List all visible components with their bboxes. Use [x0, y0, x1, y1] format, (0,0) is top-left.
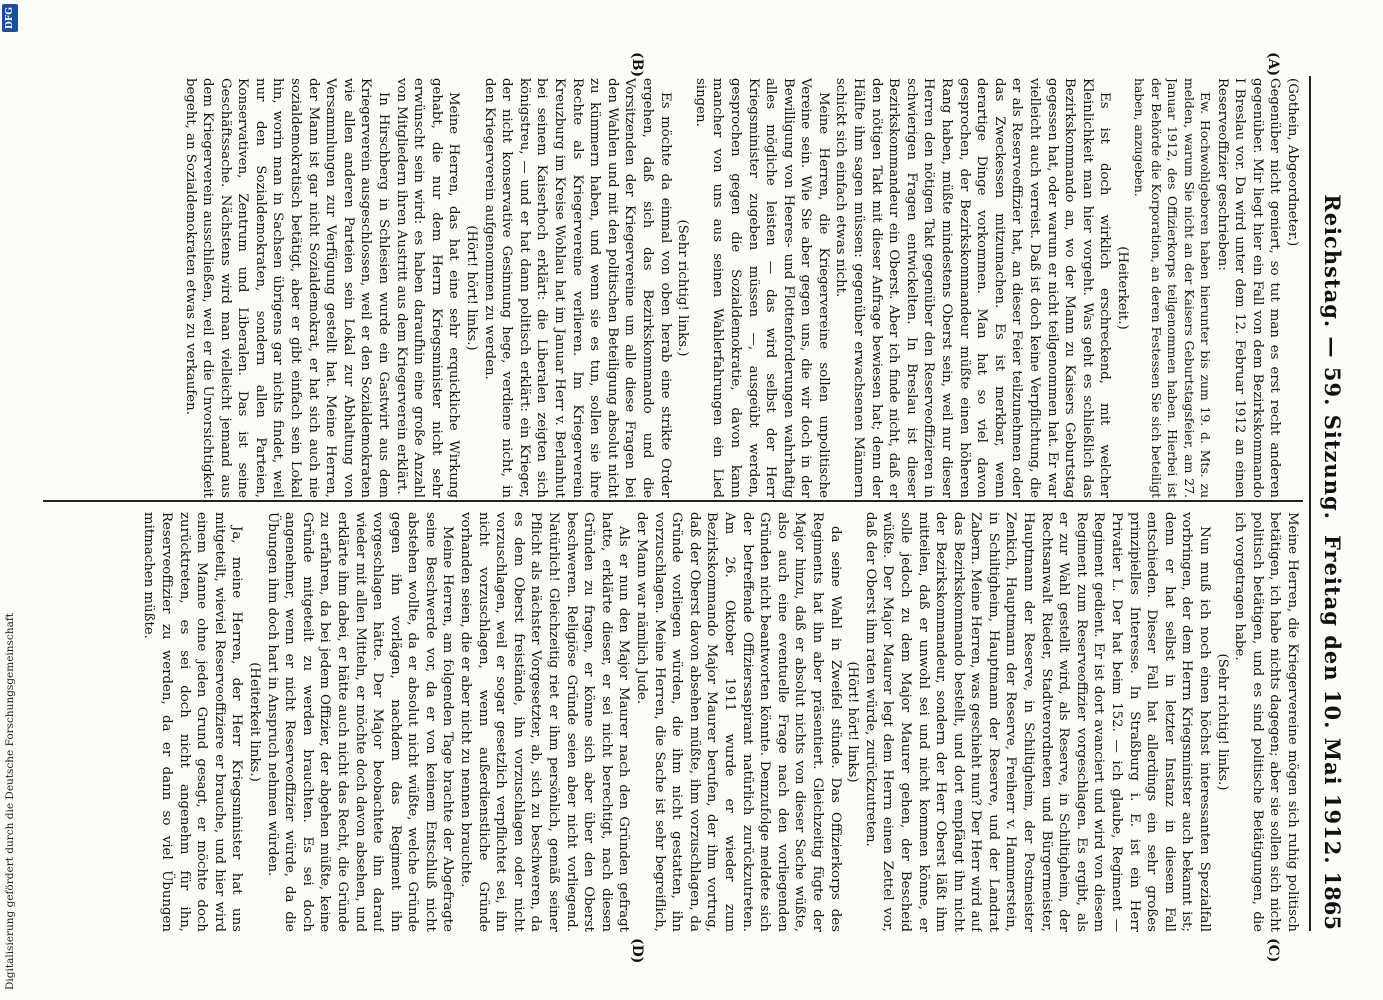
paragraph: Meine Herren, die Kriegervereine sollen unpolitische Vereine sein. Wie Sie aber gegen uns, die wir doch in der Bewilligung von Heeres- und Flottenforderungen wahrhaftig alles mögliche leisten — das wird selbst der Herr Kriegsminister zugeben müssen —, ausgeübt werden, gesprochen gegen die Sozialdemokratie, davon kann mancher von uns aus seinen Wahlerfahrungen ein Lied singen. — [692, 78, 831, 498]
running-header-left: Reichstag. — 59. Sitzung. — [1320, 194, 1345, 520]
dfg-logo: DFG — [2, 4, 18, 32]
paragraph: (Hört! hört! links.) — [464, 225, 480, 351]
paragraph: In Hirschberg in Schlesien wurde ein Gastwirt aus dem Kriegerverein ausgeschlossen, weil er den Sozialdemokraten wie allen anderen Parteien sein Lokal zur Abhaltung von Versammlungen zur Verfügung gestellt hat. Meine Herren, der Mann ist gar nicht Sozialdemokrat, er hat sich auch nie sozialdemokratisch betätigt, aber er gibt einfach sein Lokal hin, worin man in Sachsen übrigens gar nichts findet, weil nur den Sozialdemokraten, sondern allen Parteien, Konservativen, Zentrum und Liberalen. Das ist seine Geschäftssache. Nächstens wird man vielleicht jemand aus dem Kriegerverein ausschließen, weil er die Unvorsichtigkeit begeht, an Sozialdemokraten etwas zu verkaufen. — [182, 78, 392, 498]
paragraph: (Hört! hört! links) — [845, 661, 861, 783]
page-number: 1865 — [1320, 871, 1345, 930]
paragraph: Es ist doch wirklich erschreckend, mit welcher Kleinlichkeit man hier vorgeht. Was geht es schließlich das Bezirkskommando an, wo der Mann zu Kaisers Geburtstag gegessen hat, oder warum er nicht teilgenommen hat. Er war vielleicht auch verreist. Daß ist doch keine Verpflichtung, die er als Reserveoffizier hat, an dieser Feier teilzunehmen oder das Zweckessen mitzumachen. Es ist merkbar, wenn derartige Dinge vorkommen. Man hat so viel davon gesprochen, der Bezirkskommandeur müßte einen höheren Rang haben, müßte mindestens Oberst sein, weil nur dieser Herren den nötigen Takt gegenüber den Reserveoffizieren in schwierigen Fragen entwickelten. In Breslau ist dieser Bezirkskommandeur ein Oberst. Aber ich finde nicht, daß er den nötigen Takt mit dieser Anfrage bewiesen hat; denn der Hälfte ihm sagen müssen: gegenüber erwachsenen Männern schickt sich einfach etwas nicht. — [833, 78, 1113, 498]
paragraph: da seine Wahl in Zweifel stünde. Das Offizierkorps des Regiments hat ihn aber präsentiert. Gleichzeitig fügte der Major hinzu, daß er absolut nichts von dieser Sache wüßte, also auch eine eventuelle Frage nach den vorliegenden Gründen nicht beantworten könnte. Demzufolge meldete sich der betreffende Offiziersaspirant natürlich zurückzutreten. Am 26. Oktober 1911 wurde er wieder zum Bezirkskommando Major Maurer berufen, der ihm vortrug, daß der Oberst davon absehen müßte, ihm vorzuschlagen, da Gründe vorliegen würden, die ihm nicht gestatten, ihn vorzuschlagen. Meine Herren, die Sache ist sehr begreiflich, der Mann war nämlich Jude. — [634, 512, 843, 932]
paragraph: (Heiterkeit.) — [1115, 246, 1130, 330]
margin-marker-c: (C) — [1265, 938, 1281, 963]
left-column — [51, 78, 1301, 498]
right-column — [51, 512, 1301, 932]
margin-marker-a: (A) — [1265, 52, 1281, 77]
paragraph: (Sehr richtig! links.) — [675, 219, 691, 357]
paragraph: (Heiterkeit links.) — [246, 662, 262, 782]
paragraph: Gegenüber nicht geniert, so tut man es erst recht anderen gegenüber. Mir liegt hier ein Fall von dem Bezirkskommando I Breslau vor. Da wird unter dem 12. Februar 1912 an einen Reserveoffizier geschrieben: — [1214, 78, 1283, 498]
digitization-footer — [0, 0, 22, 1000]
paragraph: (Sehr richtig! links.) — [1214, 653, 1230, 791]
column-divider — [43, 500, 1303, 502]
paragraph: (Gothein, Abgeordneter.) — [1285, 78, 1300, 247]
paragraph: Meine Herren, die Kriegervereine mögen sich ruhig politisch betätigen, ich habe nichts dagegen; aber sie sollen sich nicht politisch betätigen, und es sind politische Betätigungen, die ich vorgetragen habe. — [1232, 512, 1300, 932]
paragraph: Ew. Hochwohlgeboren haben hierunter bis zum 19. d. Mts. zu melden, warum Sie nicht an der Kaisers Geburtstagsfeier, am 27. Januar 1912, des Offizierkorps teilgenommen haben. Hierbei ist der Behörde die Korporation, an deren Festessen Sie sich beteiligt haben, anzugeben. — [1132, 78, 1214, 498]
paragraph: Als er nun den Major Maurer nach den Gründen gefragt hatte, erklärte dieser, er sei nicht berechtigt, nach diesen Gründen zu fragen, er könne sich aber über den Oberst beschweren. Religiöse Gründe seien aber nicht vorliegend. Natürlich! Gleichzeitig riet er ihm persönlich, gemäß seiner Pflicht als nächster Vorgesetzter, ab, sich zu beschweren, da es dem Oberst freistände, ihn vorzuschlagen oder nicht vorzuschlagen, weil er sogar gesetzlich verpflichtet sei, ihn nicht vorzuschlagen, wenn außerdienstliche Gründe vorhanden seien, die er aber nicht zu nennen brauchte. — [458, 512, 632, 932]
paragraph: Meine Herren, am folgenden Tage brachte der Abgefragte seine Beschwerde vor, da er von keinem Entschluß nicht abstehen wollte, da er absolut nicht wüßte, welche Gründe gegen ihn vorlägen, nachdem das Regiment ihn vorgeschlagen hätte. Der Major beobachtete ihn darauf wieder mit allen Mitteln, er möchte doch davon absehen, und erklärte ihm dabei, er hätte auch nicht das Recht, die Gründe zu erfahren, da bei jedem Offizier, der abgehen müßte, keine Gründe mitgeteilt zu werden brauchten. Es sei doch angenehmer, wenn er nicht Reserveoffizier würde, da die Übungen ihm doch hart in Anspruch nehmen würden. — [264, 512, 456, 932]
margin-marker-d: (D) — [629, 938, 645, 964]
paragraph: Es möchte da einmal von oben herab eine strikte Order ergehen, daß sich das Bezirkskommando und die Vorsitzenden der Kriegervereine um alle diese Fragen bei den Wahlen und mit den politischen Beteiligung absolut nicht zu kümmern haben, und wenn sie es tun, sollen sie ihre Rechte als Kriegervereine verlieren. Im Kriegerverein Kreuzburg im Kreise Wohlau hat im Januar Herr v. Berlanhut bei seinem Kaiserhoch erklärt: die Liberalen zeigten sich königstreu, — und er hat dann politisch erklärt: ein Krieger, der nicht konservative Gesinnung hege, verdiene nicht, in den Kriegerverein aufgenommen zu werden. — [481, 78, 673, 498]
running-header-right: Freitag den 10. Mai 1912. — [1320, 535, 1345, 865]
header-rule — [1309, 76, 1311, 931]
paragraph: Meine Herren, das hat eine sehr erquickliche Wirkung gehabt, die nur dem Herrn Kriegsminister nicht sehr erwünscht sein wird: es haben daraufhin eine große Anzahl von Mitgliedern ihren Austritt aus dem Kriegerverein erklärt. — [393, 78, 462, 498]
paragraph: Ja, meine Herren, der Herr Kriegsminister hat uns mitgeteilt, wieviel Reserveoffiziere er brauche, und hier wird einem Manne ohne jeden Grund gesagt, er möchte doch zurücktreten, es sei doch nicht angenehm für ihn, Reserveoffizier zu werden, da er dann so viel Übungen mitmachen müßte. — [141, 512, 245, 932]
margin-marker-b: (B) — [629, 52, 645, 78]
footer-credit-text: Digitalisierung gefördert durch die Deutsche Forschungsgemeinschaft — [4, 613, 16, 990]
paragraph: Nun muß ich noch einen höchst interessanten Spezialfall vorbringen, der dem Herrn Kriegsminister auch bekannt ist; denn er hat selbst in letzter Instanz in diesem Fall entschieden. Dieser Fall hat allerdings ein sehr großes prinzipielles Interesse. In Straßburg i. E. ist ein Herr Privatier L. Der hat beim 152. — ich glaube, Regiment — Regiment gedient. Er ist dort avanciert und wird von diesem Regiment zum Reserveoffizier vorgeschlagen. Es ergibt, als er zur Wahl gestellt wird, als Reserve, in Schiltigheim, der Rechtsanwalt Rieder, Stadtverordneten und Bürgermeister, Hauptmann der Reserve, in Schiltigheim, der Postmeister Zenkich, Hauptmann der Reserve, Freiherr v. Hammerstein, in Schiltigheim, Hauptmann der Reserve, und der Landrat Zabern. Meine Herren, was geschieht nun? Der Herr wird auf das Bezirkskommando bestellt, und dort empfängt ihn nicht der Bezirkskommandeur, sondern der Herr Oberst läßt ihm mitteilen, daß er unwohl sei und nicht kommen könne, er solle jedoch zu dem Major Maurer gehen, der Bescheid wüßte. Der Major Maurer legt dem Herrn einen Zettel vor, daß der Oberst ihm raten würde, zurückzutreten. — [862, 512, 1213, 932]
